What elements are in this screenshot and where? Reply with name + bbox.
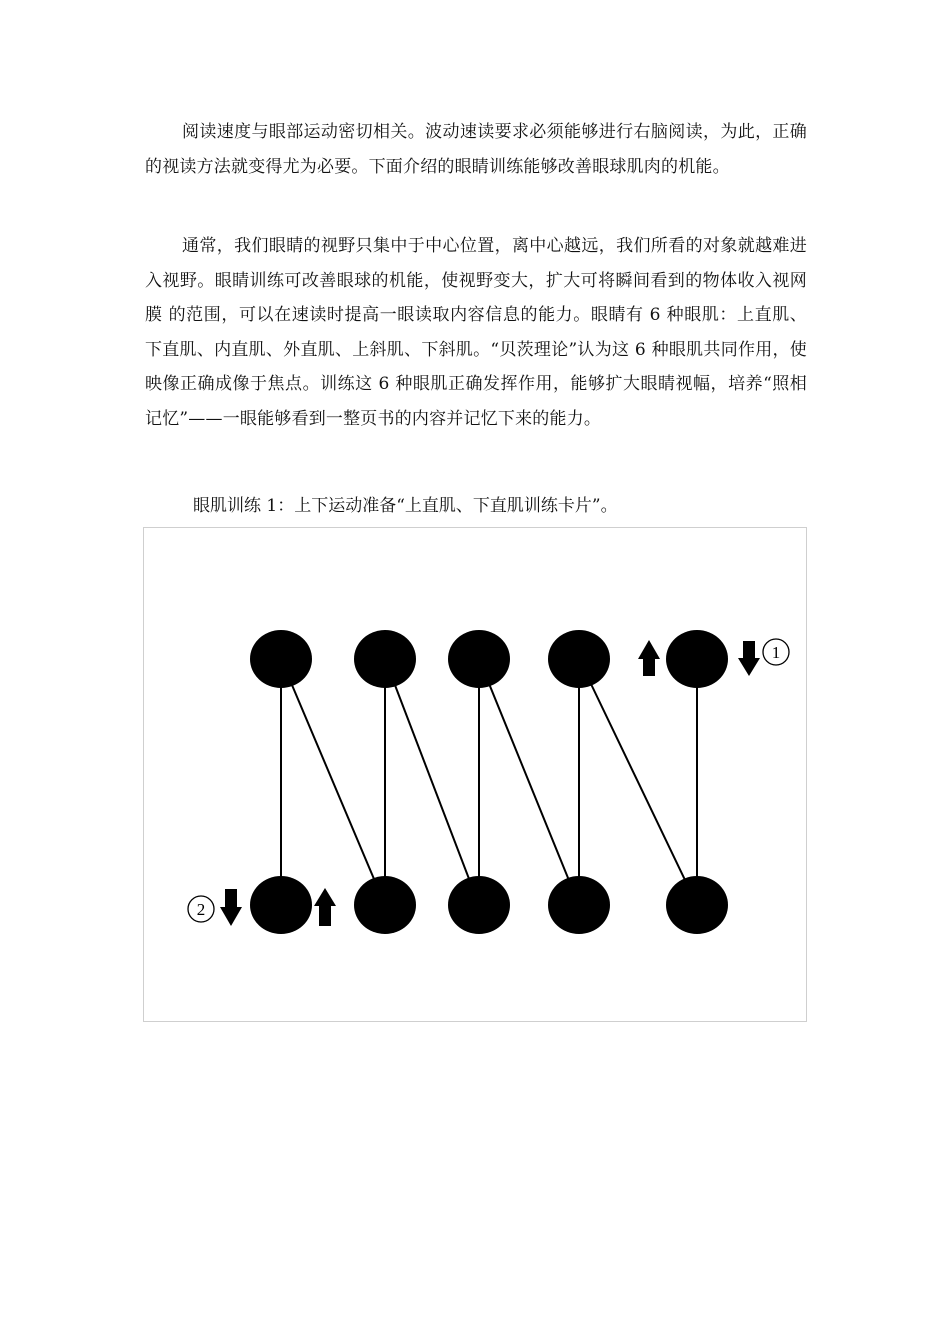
down-arrow-icon xyxy=(738,658,760,676)
marker-2-label: 2 xyxy=(196,900,206,919)
top-dot-5 xyxy=(666,630,728,688)
top-dot-2 xyxy=(354,630,416,688)
bottom-dot-2 xyxy=(354,876,416,934)
diagonal-connector xyxy=(281,659,385,905)
training-dots xyxy=(250,630,728,934)
paragraph-intro: 阅读速度与眼部运动密切相关。波动速读要求必须能够进行右脑阅读，为此，正确的视读方法就变得尤为必要。下面介绍的眼睛训练能够改善眼球肌肉的机能。 xyxy=(145,122,807,177)
eye-training-card-figure xyxy=(143,527,807,1022)
diagonal-connector xyxy=(579,659,697,905)
top-dot-4 xyxy=(548,630,610,688)
paragraph-eye-muscles: 通常，我们眼睛的视野只集中于中心位置，离中心越远，我们所看的对象就越难进入视野。眼睛训练可改善眼球的机能，使视野变大，扩大可将瞬间看到的物体收入视网膜 的范围，可以在速读时提高一眼读取内容信息的能力。眼睛有 6 种眼肌：上直肌、下直肌、内直肌、外直肌、上斜肌、下斜肌。“贝茨理论”认为这 6 种眼肌共同作用，使映像正确成像于焦点。训练这 6 种眼肌正确发挥作用，能够扩大眼睛视幅，培养“照相记忆”——一眼能够看到一整页书的内容并记忆下来的能力。 xyxy=(145,236,807,429)
up-arrow-icon xyxy=(314,888,336,906)
bottom-dot-3 xyxy=(448,876,510,934)
top-dot-3 xyxy=(448,630,510,688)
diagonal-connector xyxy=(479,659,579,905)
bottom-dot-4 xyxy=(548,876,610,934)
up-arrow-shaft xyxy=(319,903,331,926)
figure-caption: 眼肌训练 1：上下运动准备“上直肌、下直肌训练卡片”。 xyxy=(193,496,618,516)
up-arrow-head xyxy=(638,640,660,659)
diagonal-connector xyxy=(385,659,479,905)
bottom-dot-1 xyxy=(250,876,312,934)
marker-1-label: 1 xyxy=(771,643,781,662)
down-arrow-shaft xyxy=(225,889,237,910)
down-arrow-icon xyxy=(220,907,242,926)
eye-training-diagram xyxy=(144,528,808,1023)
bottom-dot-5 xyxy=(666,876,728,934)
top-dot-1 xyxy=(250,630,312,688)
connector-lines xyxy=(281,659,697,905)
